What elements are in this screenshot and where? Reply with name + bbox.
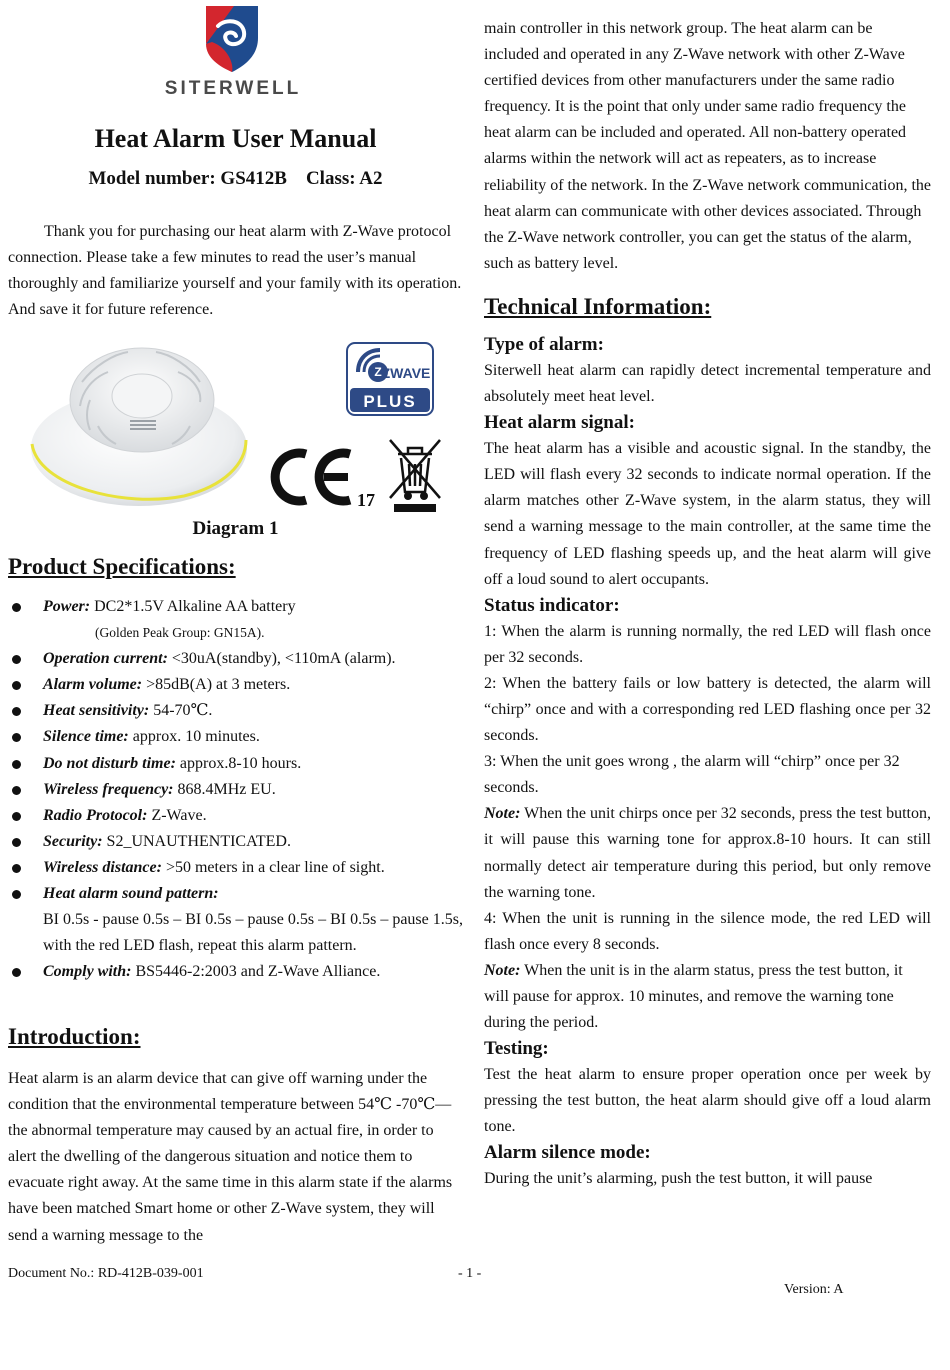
- list-item: Radio Protocol: Z-Wave.: [8, 803, 463, 829]
- introduction-continuation: main controller in this network group. The heat alarm can be included and operated in any Z-Wave network with other Z-Wave certified devices from other manufacturers under the same radio frequency. It is the point that only under same radio frequency the heat alarm can be included and operated. All non-battery operated alarms within the network will act as repeaters, as to increase reliability of the network. In the Z-Wave network communication, the heat alarm can communicate with other devices associated. Through the Z-Wave network controller, you can get the status of the alarm, such as battery level.: [484, 20, 932, 272]
- status-item-1: 1: When the alarm is running normally, the red LED will flash once per 32 seconds.: [484, 622, 931, 666]
- zwave-text: ZWAVE: [381, 365, 431, 381]
- weee-bin-icon: [386, 436, 444, 514]
- footer-version: Version: A: [784, 1282, 844, 1297]
- footer-doc-number: Document No.: RD-412B-039-001: [8, 1266, 204, 1281]
- list-item: Alarm volume: >85dB(A) at 3 meters.: [8, 672, 463, 698]
- signal-heading: Heat alarm signal:: [484, 412, 635, 434]
- right-column: [484, 16, 931, 1193]
- diagram-caption: Diagram 1: [192, 518, 279, 539]
- list-item: Wireless distance: >50 meters in a clear line of sight.: [8, 855, 463, 881]
- silence-text: During the unit’s alarming, push the test button, it will pause: [484, 1170, 873, 1188]
- list-item: Comply with: BS5446-2:2003 and Z-Wave Alliance.: [8, 959, 463, 985]
- status-item-4: 4: When the unit is running in the silence mode, the red LED will flash once every 8 seconds.: [484, 909, 931, 953]
- introduction-body: [8, 1066, 463, 1249]
- note-1: Note: When the unit chirps once per 32 seconds, press the test button, it will pause this warning tone for approx.8-10 hours. It can still normally detect air temperature during this period, but only remove the warning tone.: [484, 805, 931, 901]
- type-text: Siterwell heat alarm can rapidly detect incremental temperature and absolutely meet heat level.: [484, 361, 931, 406]
- testing-text: Test the heat alarm to ensure proper operation once per week by pressing the test button, the heat alarm should give off a loud alarm tone.: [484, 1066, 931, 1136]
- footer-page-number: - 1 -: [458, 1266, 482, 1281]
- list-item: Silence time: approx. 10 minutes.: [8, 724, 463, 750]
- introduction-heading: Introduction:: [8, 1024, 141, 1049]
- intro-paragraph: [8, 219, 463, 323]
- list-item: Heat sensitivity: 54-70℃.: [8, 698, 463, 724]
- ce-number: 17: [357, 490, 375, 510]
- siterwell-logo: [138, 4, 328, 100]
- zwave-plus-logo: [346, 342, 434, 416]
- testing-heading: Testing:: [484, 1038, 549, 1060]
- page-title: Heat Alarm User Manual: [94, 124, 377, 153]
- silence-heading: Alarm silence mode:: [484, 1142, 651, 1164]
- introduction-text: Heat alarm is an alarm device that can give off warning under the condition that the environmental temperature between 54℃ -70℃—the abnormal temperature may caused by an actual fire, in order to alert the dwelling of the dangerous situation and notice them to evacuate right away. At the same time in this alarm state if the alarms have been matched Smart home or other Z-Wave system, they will send a warning message to the: [8, 1070, 453, 1244]
- status-item-3: 3: When the unit goes wrong , the alarm will “chirp” once per 32 seconds.: [484, 753, 900, 797]
- specs-heading: Product Specifications:: [8, 554, 236, 579]
- note-2: Note: When the unit is in the alarm status, press the test button, it will pause for approx. 10 minutes, and remove the warning tone during the period.: [484, 961, 903, 1032]
- shield-logo-icon: [204, 4, 260, 74]
- status-heading: Status indicator:: [484, 594, 620, 616]
- specs-list: [8, 594, 463, 985]
- intro-text: Thank you for purchasing our heat alarm with Z-Wave protocol connection. Please take a few minutes to read the user’s manual thoroughly and familiarize yourself and your family with its operation. And save it for future reference.: [8, 223, 462, 319]
- model-line: Model number: GS412B Class: A2: [88, 168, 383, 189]
- tech-heading: Technical Information:: [484, 293, 712, 319]
- plus-text: PLUS: [363, 392, 417, 411]
- signal-text: The heat alarm has a visible and acoustic signal. In the standby, the LED will flash every 32 seconds to indicate normal operation. If the alarm matches other Z-Wave system, in the alarm status, they will send a warning message to the main controller, at the same time the frequency of LED flashing speeds up, and the heat alarm will give off a loud sound to alert occupants.: [484, 440, 931, 588]
- type-heading: Type of alarm:: [484, 333, 604, 355]
- heat-alarm-image: [24, 336, 250, 508]
- status-item-2: 2: When the battery fails or low battery is detected, the alarm will “chirp” once and with a corresponding red LED flashing once per 32 seconds.: [484, 674, 931, 745]
- svg-text:Z: Z: [374, 365, 382, 379]
- ce-mark-icon: [268, 446, 354, 508]
- list-item: Wireless frequency: 868.4MHz EU.: [8, 777, 463, 803]
- list-item: Operation current: <30uA(standby), <110mA (alarm).: [8, 646, 463, 672]
- list-item: Power: DC2*1.5V Alkaline AA battery (Golden Peak Group: GN15A).: [8, 594, 463, 646]
- brand-name: SITERWELL: [164, 78, 302, 99]
- list-item: Do not disturb time: approx.8-10 hours.: [8, 751, 463, 777]
- list-item: Security: S2_UNAUTHENTICATED.: [8, 829, 463, 855]
- list-item: Heat alarm sound pattern: BI 0.5s - pause 0.5s – BI 0.5s – pause 0.5s – BI 0.5s – pause 1.5s, with the red LED flash, repeat this alarm pattern.: [8, 881, 463, 959]
